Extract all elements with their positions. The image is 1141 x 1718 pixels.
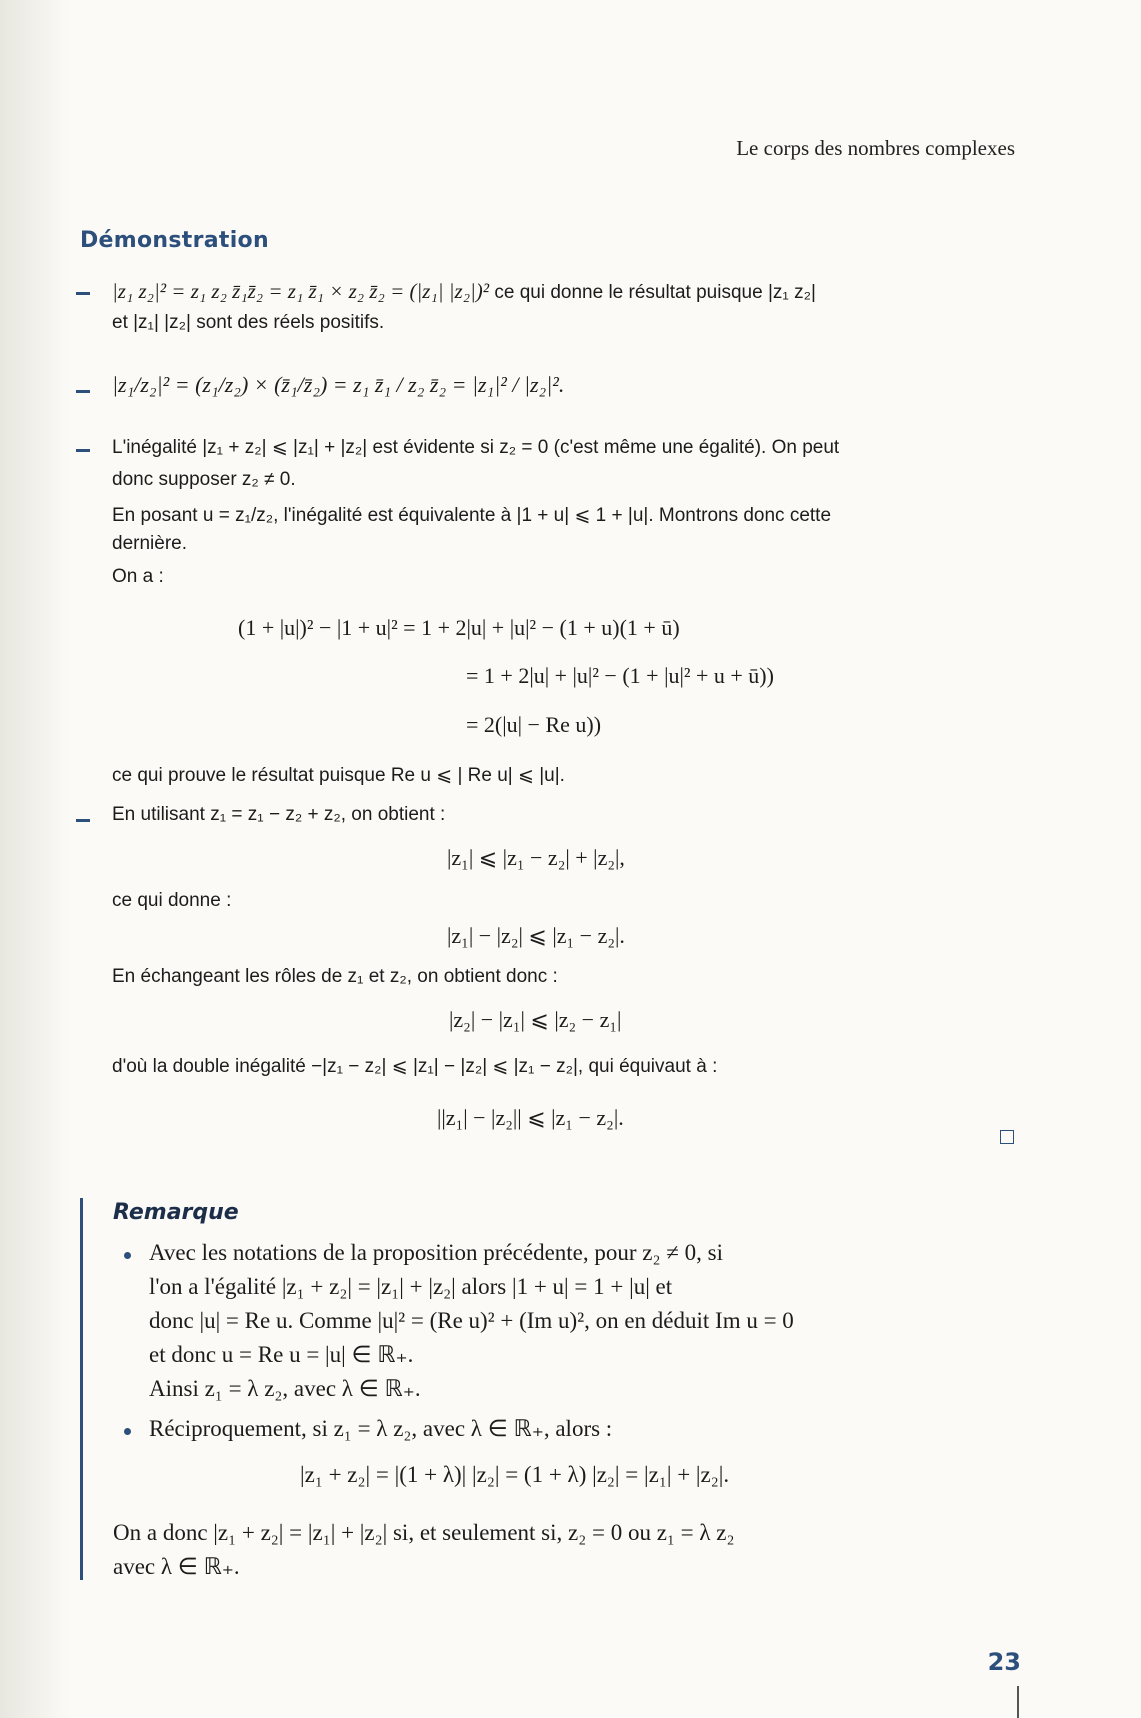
proof-line: En utilisant z₁ = z₁ − z₂ + z₂, on obtient :	[112, 804, 446, 825]
running-head: Le corps des nombres complexes	[736, 136, 1015, 160]
equation: |z₁| − |z₂| ⩽ |z₁ − z₂|.	[447, 923, 625, 948]
bullet-dot-icon	[124, 1428, 131, 1435]
dash-bullet	[76, 449, 90, 452]
remark-line: l'on a l'égalité |z₁ + z₂| = |z₁| + |z₂| alors |1 + u| = 1 + |u| et	[149, 1274, 673, 1299]
qed-square-icon	[1000, 1130, 1014, 1144]
remark-title: Remarque	[113, 1200, 239, 1225]
section-title: Démonstration	[80, 228, 269, 253]
dash-bullet	[76, 292, 90, 295]
proof-line: En posant u = z₁/z₂, l'inégalité est équivalente à |1 + u| ⩽ 1 + |u|. Montrons donc cette	[112, 505, 832, 526]
proof-line: et |z₁| |z₂| sont des réels positifs.	[112, 312, 385, 333]
remark-line: Ainsi z₁ = λ z₂, avec λ ∈ ℝ₊.	[149, 1376, 421, 1401]
fraction-rhs: = (z₁/z₂) × (z̄₁/z̄₂) = z₁ z̄₁ / z₂ z̄₂ = |z₁|² / |z₂|².	[174, 372, 565, 397]
gutter-shadow	[0, 0, 70, 1718]
equation: ||z₁| − |z₂|| ⩽ |z₁ − z₂|.	[437, 1105, 624, 1130]
proof-fraction-line	[112, 372, 564, 398]
proof-line: ce qui prouve le résultat puisque Re u ⩽ | Re u| ⩽ |u|.	[112, 765, 565, 786]
dash-bullet	[76, 819, 90, 822]
remark-line: donc |u| = Re u. Comme |u|² = (Re u)² + (Im u)², on en déduit Im u = 0	[149, 1308, 794, 1333]
proof-line: donc supposer z₂ ≠ 0.	[112, 469, 296, 490]
proof-line: On a :	[112, 566, 164, 587]
proof-line	[112, 278, 816, 306]
equation: (1 + |u|)² − |1 + u|² = 1 + 2|u| + |u|² − (1 + u)(1 + ū)	[238, 615, 680, 640]
equation: = 2(|u| − Re u))	[466, 712, 602, 737]
proof-text: ce qui donne le résultat puisque |z₁ z₂|	[494, 282, 816, 303]
proof-line: L'inégalité |z₁ + z₂| ⩽ |z₁| + |z₂| est évidente si z₂ = 0 (c'est même une égalité). On peut	[112, 437, 840, 458]
remark-line: Réciproquement, si z₁ = λ z₂, avec λ ∈ ℝ₊, alors :	[149, 1416, 613, 1441]
fraction-lhs: |z₁/z₂|²	[112, 372, 170, 397]
equation: |z₂| − |z₁| ⩽ |z₂ − z₁|	[449, 1007, 622, 1032]
page-number: 23	[987, 1648, 1021, 1676]
remark-line: On a donc |z₁ + z₂| = |z₁| + |z₂| si, et seulement si, z₂ = 0 ou z₁ = λ z₂	[113, 1520, 735, 1545]
dash-bullet	[76, 390, 90, 393]
proof-line: En échangeant les rôles de z₁ et z₂, on obtient donc :	[112, 966, 558, 987]
bullet-dot-icon	[124, 1252, 131, 1259]
proof-line: dernière.	[112, 533, 187, 554]
remark-line: Avec les notations de la proposition précédente, pour z₂ ≠ 0, si	[149, 1240, 723, 1265]
remark-line: et donc u = Re u = |u| ∈ ℝ₊.	[149, 1342, 414, 1367]
page-edge-tick	[1017, 1686, 1019, 1718]
proof-formula: |z₁ z₂|² = z₁ z₂ z̄₁z̄₂ = z₁ z̄₁ × z₂ z̄₂ = (|z₁| |z₂|)²	[112, 279, 490, 303]
remark-bar	[80, 1198, 83, 1580]
equation: |z₁| ⩽ |z₁ − z₂| + |z₂|,	[447, 845, 625, 870]
proof-line: ce qui donne :	[112, 890, 232, 911]
remark-equation: |z₁ + z₂| = |(1 + λ)| |z₂| = (1 + λ) |z₂| = |z₁| + |z₂|.	[300, 1462, 730, 1487]
equation: = 1 + 2|u| + |u|² − (1 + |u|² + u + ū))	[466, 663, 774, 688]
remark-line: avec λ ∈ ℝ₊.	[113, 1554, 240, 1579]
proof-line: d'où la double inégalité −|z₁ − z₂| ⩽ |z₁| − |z₂| ⩽ |z₁ − z₂|, qui équivaut à :	[112, 1056, 718, 1077]
